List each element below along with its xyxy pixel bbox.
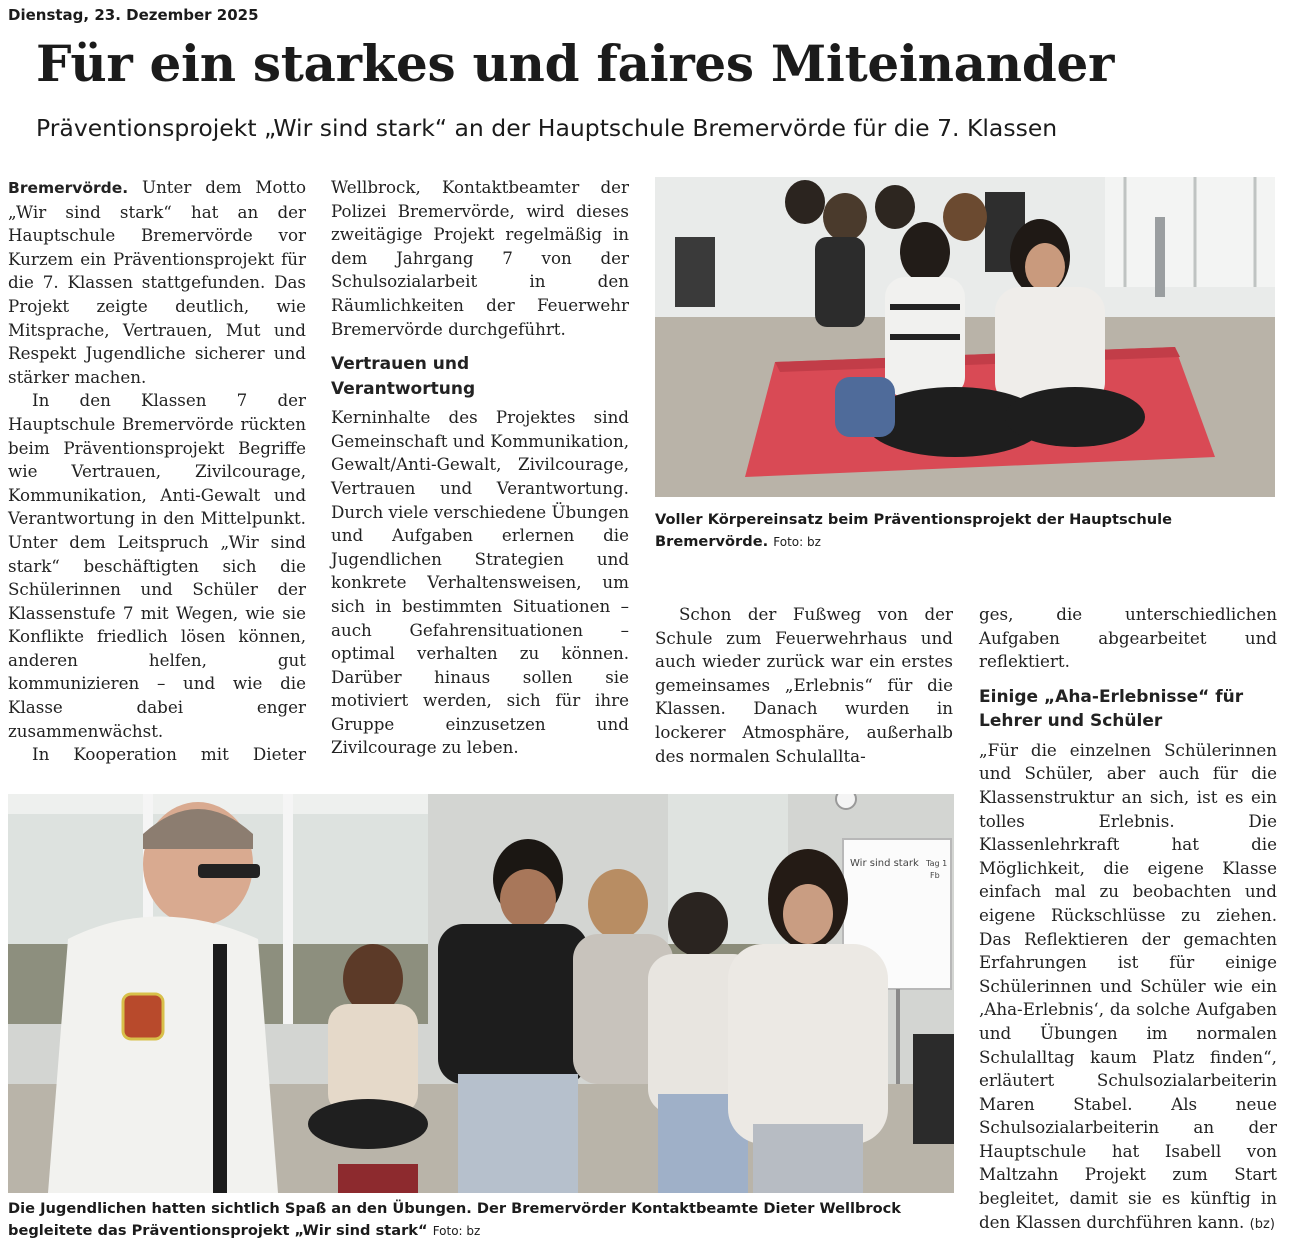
location-dateline: Bremervörde.: [8, 179, 129, 197]
paragraph-text: Unter dem Motto „Wir sind stark“ hat an der Hauptschule Bremervörde vor Kurzem ein Präventionsprojekt für die 7. Klassen stattgefunden. Das Projekt zeigte deutlich, wie Mitsprache, Vertrauen, Mut und Respekt Jugendliche sicherer und stärker machen.: [8, 177, 306, 387]
photo-caption: [655, 509, 1280, 553]
paragraph: [8, 176, 306, 389]
article-column-4: [979, 603, 1277, 1236]
caption-text: Die Jugendlichen hatten sichtlich Spaß an den Übungen. Der Bremervörder Kontaktbeamte Dieter Wellbrock begleitete das Präventionsprojekt „Wir sind stark“: [8, 1200, 902, 1239]
photo-credit: Foto: bz: [773, 535, 821, 549]
paragraph: Schon der Fußweg von der Schule zum Feuerwehrhaus und auch wieder zurück war ein erstes gemeinsames „Erlebnis“ für die Klassen. Danach wurden in lockerer Atmosphäre, außerhalb des normalen Schulallta-: [655, 604, 953, 766]
photo-mat-exercise: [655, 177, 1275, 497]
subheadline: Präventionsprojekt „Wir sind stark“ an der Hauptschule Bremervörde für die 7. Klassen: [36, 114, 1058, 142]
paragraph: Wellbrock, Kontaktbeamter der Polizei Bremervörde, wird dieses zweitägige Projekt regelmäßig in dem Jahrgang 7 von der Schulsozialarbeit in den Räumlichkeiten der Feuerwehr Bremervörde durchgeführt.: [331, 177, 629, 339]
section-heading: Einige „Aha-Erlebnisse“ für Lehrer und Schüler: [979, 686, 1244, 732]
photo-group-exercise-illustration: [8, 794, 954, 1193]
svg-text:Tag 1: Tag 1: [926, 859, 948, 868]
photo-credit: Foto: bz: [432, 1224, 481, 1238]
dateline: Dienstag, 23. Dezember 2025: [8, 6, 259, 24]
paragraph: ges, die unterschiedlichen Aufgaben abgearbeitet und reflektiert.: [979, 604, 1277, 672]
svg-text:Fb: Fb: [930, 871, 940, 880]
photo-group-exercise: [8, 794, 954, 1193]
photo-mat-exercise-illustration: [655, 177, 1275, 497]
paragraph: [979, 739, 1277, 1236]
paragraph: In Kooperation mit Dieter: [32, 744, 306, 765]
paragraph: Kerninhalte des Projektes sind Gemeinschaft und Kommunikation, Gewalt/Anti-Gewalt, Zivilcourage, Vertrauen und Verantwortung. Durch viele verschiedene Übungen und Aufgaben erlernen die Jugendlichen Strategien und konkrete Verhaltensweisen, um sich in bestimmten Situationen – auch Gefahrensituationen – optimal verhalten zu können. Darüber hinaus sollen sie motiviert werden, sich für ihre Gruppe einzusetzen und Zivilcourage zu leben.: [331, 407, 630, 758]
section-heading: Vertrauen und Verantwortung: [331, 354, 476, 399]
author-signature: (bz): [1249, 1216, 1275, 1232]
flipchart-text: Wir sind stark: [850, 858, 919, 869]
caption-text: Voller Körpereinsatz beim Präventionsprojekt der Hauptschule Bremervörde.: [655, 511, 1172, 550]
paragraph-text: „Für die einzelnen Schülerinnen und Schüler, aber auch für die Klassenstruktur an sich, ist es ein tolles Erlebnis. Die Klassenlehrkraft hat die Möglichkeit, die eigene Klasse einfach mal zu beobachten und eigene Rückschlüsse zu ziehen. Das Reflektieren der gemachten Erfahrungen ist für einige Schülerinnen und Schüler wie ein ‚Aha-Erlebnis‘, da solche Aufgaben und Übungen im normalen Schulalltag kaum Platz finden“, erläutert Schulsozialarbeiterin Maren Stabel. Als neue Schulsozialarbeiterin an der Hauptschule hat Isabell von Maltzahn Projekt zum Start begleitet, damit sie es künftig in den Klassen durchführen kann.: [979, 739, 1277, 1232]
article-column-1: [8, 176, 306, 767]
headline: Für ein starkes und faires Miteinander: [36, 34, 1115, 93]
article-column-2: [331, 176, 629, 760]
article-column-3: [655, 603, 953, 768]
photo-caption: [8, 1198, 958, 1242]
paragraph: In den Klassen 7 der Hauptschule Bremervörde rückten beim Präventionsprojekt Begriffe wie Vertrauen, Zivilcourage, Kommunikation, Anti-Gewalt und Verantwortung in den Mittelpunkt. Unter dem Leitspruch „Wir sind stark“ beschäftigten sich die Schülerinnen und Schüler der Klassenstufe 7 mit Wegen, wie sie Konflikte friedlich lösen können, anderen helfen, gut kommunizieren – und wie die Klasse dabei enger zusammenwächst.: [8, 390, 306, 741]
